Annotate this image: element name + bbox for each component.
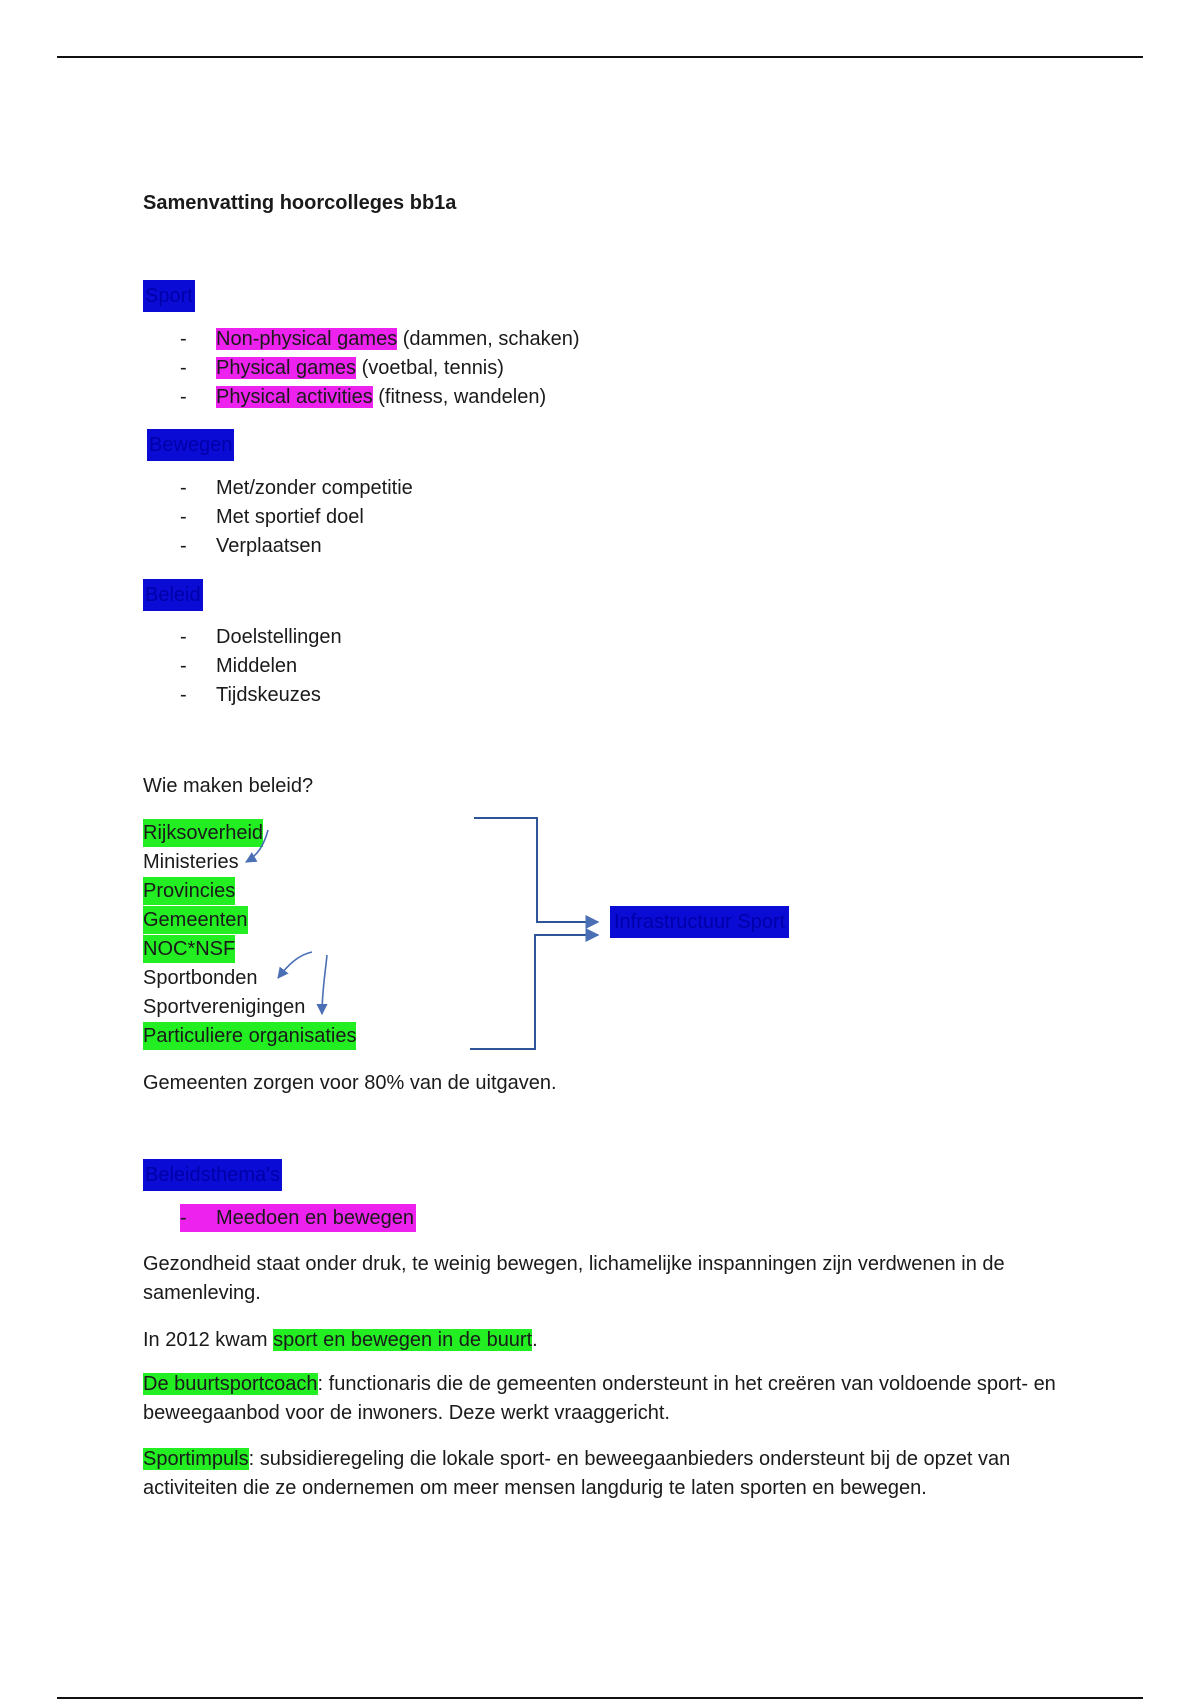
actor-noc-nsf: NOC*NSF — [143, 935, 235, 963]
heading-beleidsthemas: Beleidsthema's — [143, 1159, 282, 1191]
heading-bewegen: Bewegen — [147, 429, 234, 461]
definition-text: : subsidieregeling die lokale sport- en beweegaanbieders ondersteunt bij de opzet van activiteiten die ze ondernemen om meer mensen langdurig te laten sporten en bewegen. — [143, 1448, 1011, 1499]
highlight-term: Non-physical games — [216, 328, 398, 350]
highlight-term: De buurtsportcoach — [143, 1373, 318, 1395]
highlight-term: Sportimpuls — [143, 1448, 249, 1470]
actor-provincies: Provincies — [143, 877, 235, 905]
bullet: - — [180, 655, 187, 677]
highlight-term: Physical games — [216, 357, 357, 379]
paragraph-2012 — [143, 1326, 1078, 1355]
arrow-nocnsf-to-sportbonden — [278, 952, 312, 978]
text: . — [532, 1329, 538, 1351]
bullet: - — [180, 386, 187, 408]
item-detail: (voetbal, tennis) — [356, 357, 504, 379]
actor-sportbonden: Sportbonden — [143, 967, 258, 989]
definition-text: : functionaris die de gemeenten ondersteunt in het creëren van voldoende sport- en beweegaanbod voor de inwoners. Deze werkt vraaggericht. — [143, 1373, 1056, 1424]
target-infrastructuur-sport: Infrastructuur Sport — [610, 906, 789, 938]
bullet: - — [180, 328, 187, 350]
bullet: - — [180, 477, 187, 499]
list-item: Met/zonder competitie — [216, 477, 413, 499]
list-item: Verplaatsen — [216, 535, 322, 557]
item-detail: (fitness, wandelen) — [372, 386, 547, 408]
arrow-rijksoverheid-to-ministeries — [246, 830, 268, 862]
bullet: - — [180, 506, 187, 528]
list-item: Middelen — [216, 655, 298, 677]
theme-item-label: Meedoen en bewegen — [216, 1207, 414, 1229]
heading-sport: Sport — [143, 280, 195, 312]
paragraph-buurtsportcoach — [143, 1370, 1078, 1428]
bullet: - — [180, 1207, 187, 1229]
list-item: Tijdskeuzes — [216, 684, 321, 706]
highlight-term: sport en bewegen in de buurt — [273, 1329, 533, 1351]
bracket-bottom-connector — [470, 935, 598, 1049]
section-question: Wie maken beleid? — [143, 775, 314, 797]
theme-list-item — [180, 1204, 416, 1232]
bottom-rule — [57, 1697, 1143, 1699]
spending-note: Gemeenten zorgen voor 80% van de uitgaven. — [143, 1072, 557, 1094]
list-item: Met sportief doel — [216, 506, 364, 528]
list-item: Doelstellingen — [216, 626, 342, 648]
actor-particuliere-organisaties: Particuliere organisaties — [143, 1022, 356, 1050]
text: In 2012 kwam — [143, 1329, 274, 1351]
arrow-nocnsf-to-sportverenigingen — [322, 955, 327, 1014]
actor-gemeenten: Gemeenten — [143, 906, 248, 934]
bullet: - — [180, 535, 187, 557]
highlight-term: Physical activities — [216, 386, 373, 408]
bullet: - — [180, 626, 187, 648]
heading-beleid: Beleid — [143, 579, 203, 611]
actor-rijksoverheid: Rijksoverheid — [143, 819, 263, 847]
actor-sportverenigingen: Sportverenigingen — [143, 996, 306, 1018]
paragraph-sportimpuls — [143, 1445, 1078, 1503]
item-detail: (dammen, schaken) — [397, 328, 580, 350]
actor-ministeries: Ministeries — [143, 851, 239, 873]
document-title: Samenvatting hoorcolleges bb1a — [143, 192, 457, 214]
bullet: - — [180, 684, 187, 706]
bullet: - — [180, 357, 187, 379]
bracket-top-connector — [474, 818, 598, 922]
paragraph-gezondheid: Gezondheid staat onder druk, te weinig bewegen, lichamelijke inspanningen zijn verdwenen in de samenleving. — [143, 1253, 1005, 1304]
